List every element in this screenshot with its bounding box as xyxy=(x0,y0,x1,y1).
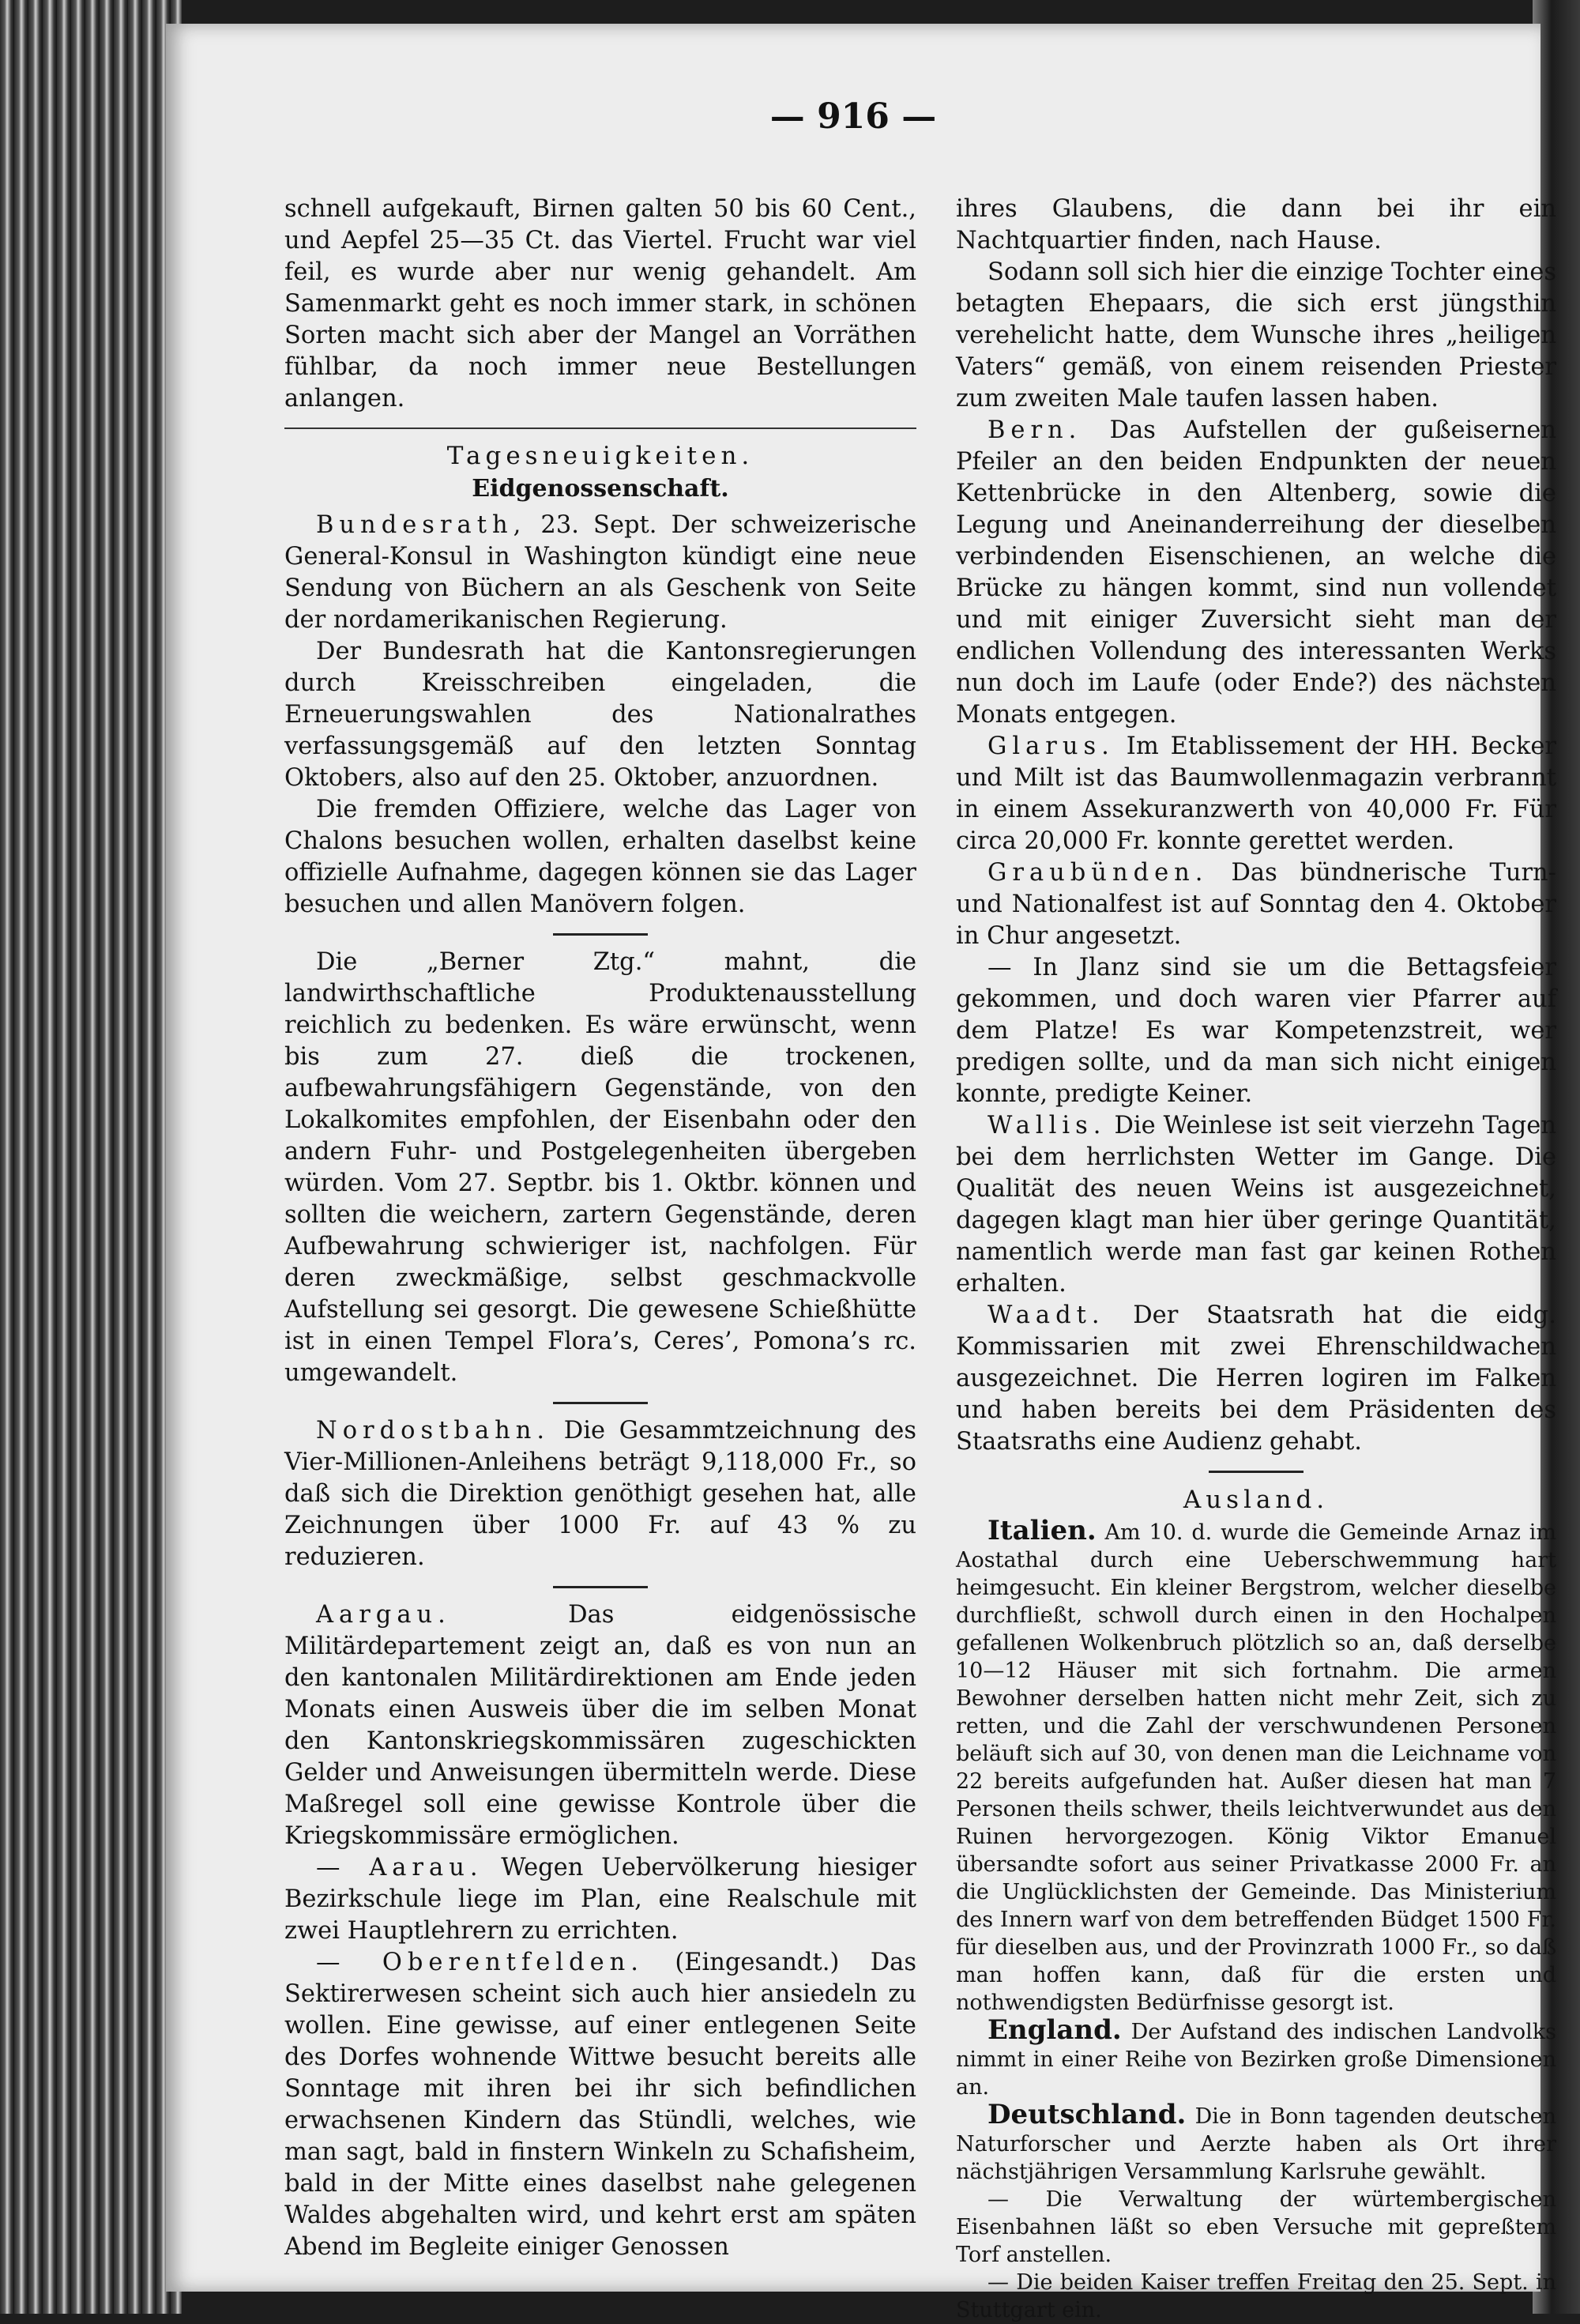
article-text: Das eidgenössische Militärdepartement zeigt an, daß es von nun an den kantonalen Militärdirektionen am Ende jeden Monats einen Ausweis über die im selben Monat den Kantonskriegskommissären zugeschickten Gelder und Anweisungen übermitteln werde. Diese Maßregel soll eine gewisse Kontrole über die Kriegskommissäre ermöglichen. xyxy=(284,1601,916,1850)
article-text: 23. Sept. Der schweizerische General-Konsul in Washington kündigt eine neue Sendung von Büchern an als Geschenk von Seite der nordamerikanischen Regierung. xyxy=(284,511,916,634)
article-text: Am 10. d. wurde die Gemeinde Arnaz im Aostathal durch eine Ueberschwemmung hart heimgesucht. Ein kleiner Bergstrom, welcher dieselbe durchfließt, schwoll durch einen in den Hochalpen gefallenen Wolkenbruch plötzlich so an, daß derselbe 10—12 Häuser mit sich fortnahm. Die armen Bewohner derselben hatten nicht mehr Zeit, sich zu retten, und die Zahl der verschwundenen Personen beläuft sich auf 30, von denen man die Leichname von 22 bereits aufgefunden hat. Außer diesen hat man 7 Personen theils schwer, theils leichtverwundet aus den Ruinen hervorgezogen. König Viktor Emanuel übersandte sofort aus seiner Privatkasse 2000 Fr. an die Unglücklichsten der Gemeinde. Das Ministerium des Innern warf von dem betreffenden Büdget 1500 Fr. für dieselben aus, und der Provinzrath 1000 Fr., so daß man hoffen kann, daß für die ersten und nothwendigsten Bedürfnisse gesorgt ist. xyxy=(956,1520,1556,2015)
article-text: (Eingesandt.) Das Sektirerwesen scheint sich auch hier ansiedeln zu wollen. Eine gewisse, auf einer entlegenen Seite des Dorfes wohnende Wittwe besucht bereits alle Sonntage mit ihren bei ihr sich befindlichen erwachsenen Kindern das Stündli, welches, wie man sagt, bald in finstern Winkeln zu Schafisheim, bald in der Mitte eines daselbst nahe gelegenen Waldes abgehalten wird, und kehrt erst am späten Abend im Begleite einiger Genossen xyxy=(284,1949,916,2261)
article-lead: Wallis. xyxy=(988,1112,1107,1139)
article-bern xyxy=(956,415,1556,731)
article-text: Wegen Uebervölkerung hiesiger Bezirkschule liege im Plan, eine Realschule mit zwei Hauptlehrern zu errichten. xyxy=(284,1854,916,1945)
article-lead: Aargau. xyxy=(316,1601,451,1629)
article-glarus xyxy=(956,731,1556,857)
article-text: Der Staatsrath hat die eidg. Kommissarien mit zwei Ehrenschildwachen ausgezeichnet. Die Herren logiren im Falken und haben bereits bei dem Präsidenten des Staatsraths eine Audienz gehabt. xyxy=(956,1301,1556,1456)
article-lead: Waadt. xyxy=(988,1301,1105,1329)
section-divider xyxy=(284,428,916,429)
article-lead: Bundesrath, xyxy=(316,511,527,539)
subsection-title-eidgenossenschaft: Eidgenossenschaft. xyxy=(472,475,729,503)
section-title-tagesneuigkeiten: Tagesneuigkeiten. xyxy=(446,442,754,470)
intro-paragraph: schnell aufgekauft, Birnen galten 50 bis 60 Cent., und Aepfel 25—35 Ct. das Viertel. Frucht war viel feil, es wurde aber nur wenig gehandelt. Am Samenmarkt geht es noch immer stark, in schönen Sorten macht sich aber der Mangel an Vorräthen fühlbar, da noch immer neue Bestellungen anlangen. xyxy=(284,195,916,412)
article-berner-ztg: Die „Berner Ztg.“ mahnt, die landwirthschaftliche Produktenausstellung reichlich zu bedenken. Es wäre erwünscht, wenn bis zum 27. dieß die trockenen, aufbewahrungsfähigern Gegenstände, von den Lokalkomites empfohlen, der Eisenbahn oder den andern Fuhr- und Postgelegenheiten übergeben würden. Vom 27. Septbr. bis 1. Oktbr. können und sollten die weichern, zartern Gegenstände, deren Aufbewahrung schwieriger ist, nachfolgen. Für deren zweckmäßige, selbst geschmackvolle Aufstellung sei gesorgt. Die gewesene Schießhütte ist in einen Tempel Flora’s, Ceres’, Pomona’s rc. umgewandelt. xyxy=(284,948,916,1387)
article-nordostbahn xyxy=(284,1415,916,1573)
article-lead: Nordostbahn. xyxy=(316,1417,551,1444)
short-divider xyxy=(553,933,648,936)
article-lead: — Oberentfelden. xyxy=(316,1949,644,1976)
article-deutschland xyxy=(956,2101,1556,2186)
short-divider xyxy=(1209,1471,1304,1473)
article-oberentfelden xyxy=(284,1947,916,2263)
left-column xyxy=(284,194,916,2263)
newspaper-page xyxy=(166,24,1556,2322)
short-divider xyxy=(553,1402,648,1404)
right-column xyxy=(956,194,1556,2324)
article-italien xyxy=(956,1517,1556,2017)
article-lead: Bern. xyxy=(988,416,1082,444)
article-ilanz: — In Jlanz sind sie um die Bettagsfeier gekommen, und doch waren vier Pfarrer auf dem Platze! Es war Kompetenzstreit, wer predigen sollte, und da man sich nicht einigen konnte, predigte Keiner. xyxy=(956,954,1556,1108)
section-title-ausland: Ausland. xyxy=(1183,1486,1330,1514)
article-bundesrath xyxy=(284,510,916,636)
article-text: Das bündnerische Turn- und Nationalfest ist auf Sonntag den 4. Oktober in Chur angesetzt. xyxy=(956,859,1556,950)
article-text: Die in Bonn tagenden deutschen Naturforscher und Aerzte haben als Ort ihrer nächstjährigen Versammlung Karlsruhe gewählt. xyxy=(956,2104,1556,2184)
article-text: Im Etablissement der HH. Becker und Milt ist das Baumwollenmagazin verbrannt in einem Assekuranzwerth von 40,000 Fr. Für circa 20,000 Fr. konnte gerettet werden. xyxy=(956,733,1556,855)
article-lead: Graubünden. xyxy=(988,859,1209,887)
article-wuerttemberg: — Die Verwaltung der würtembergischen Eisenbahnen läßt so eben Versuche mit gepreßtem Torf anstellen. xyxy=(956,2187,1556,2267)
article-waadt xyxy=(956,1300,1556,1458)
book-page-edges xyxy=(0,0,182,2314)
article-paragraph: Der Bundesrath hat die Kantonsregierungen durch Kreisschreiben eingeladen, die Erneuerungswahlen des Nationalrathes verfassungsgemäß auf den letzten Sonntag Oktobers, also auf den 25. Oktober, anzuordnen. xyxy=(284,638,916,792)
article-text: Die Weinlese ist seit vierzehn Tagen bei dem herrlichsten Wetter im Gange. Die Qualität des neuen Weins ist ausgezeichnet, dagegen klagt man hier über geringe Quantität, namentlich werde man fast gar keinen Rothen erhalten. xyxy=(956,1112,1556,1298)
article-aarau xyxy=(284,1852,916,1947)
country-lead: England. xyxy=(988,2014,1122,2046)
article-text: Der Aufstand des indischen Landvolks nimmt in einer Reihe von Bezirken große Dimensionen an. xyxy=(956,2020,1556,2100)
article-paragraph: Die fremden Offiziere, welche das Lager von Chalons besuchen wollen, erhalten daselbst keine offizielle Aufnahme, dagegen können sie das Lager besuchen und allen Manövern folgen. xyxy=(284,796,916,918)
article-wallis xyxy=(956,1110,1556,1300)
article-kaiser: — Die beiden Kaiser treffen Freitag den 25. Sept. in Stuttgart ein. xyxy=(956,2270,1556,2322)
article-aargau xyxy=(284,1599,916,1852)
article-graubuenden xyxy=(956,857,1556,952)
article-lead: — Aarau. xyxy=(316,1854,483,1881)
country-lead: Italien. xyxy=(988,1515,1097,1546)
article-text: Das Aufstellen der gußeisernen Pfeiler an den beiden Endpunkten der neuen Kettenbrücke in den Altenberg, sowie die Legung und Aneinanderreihung der dieselben verbindenden Eisenschienen, an welche die Brücke zu hängen kommt, sind nun vollendet und mit einiger Zuversicht sieht man der endlichen Vollendung des interessanten Werks nun doch im Laufe (oder Ende?) des nächsten Monats entgegen. xyxy=(956,416,1556,729)
article-paragraph: Sodann soll sich hier die einzige Tochter eines betagten Ehepaars, die sich erst jüngsthin verehelicht hatte, dem Wunsche ihres „heiligen Vaters“ gemäß, von einem reisenden Priester zum zweiten Male taufen lassen haben. xyxy=(956,258,1556,412)
article-paragraph: ihres Glaubens, die dann bei ihr ein Nachtquartier finden, nach Hause. xyxy=(956,195,1556,254)
article-lead: Glarus. xyxy=(988,733,1115,760)
page-number: — 916 — xyxy=(769,96,937,137)
short-divider xyxy=(553,1586,648,1588)
article-england xyxy=(956,2014,1556,2101)
article-text: Die Gesammtzeichnung des Vier-Millionen-Anleihens beträgt 9,118,000 Fr., so daß sich die Direktion genöthigt gesehen hat, alle Zeichnungen über 1000 Fr. auf 43 % zu reduzieren. xyxy=(284,1417,916,1571)
country-lead: Deutschland. xyxy=(988,2099,1187,2130)
